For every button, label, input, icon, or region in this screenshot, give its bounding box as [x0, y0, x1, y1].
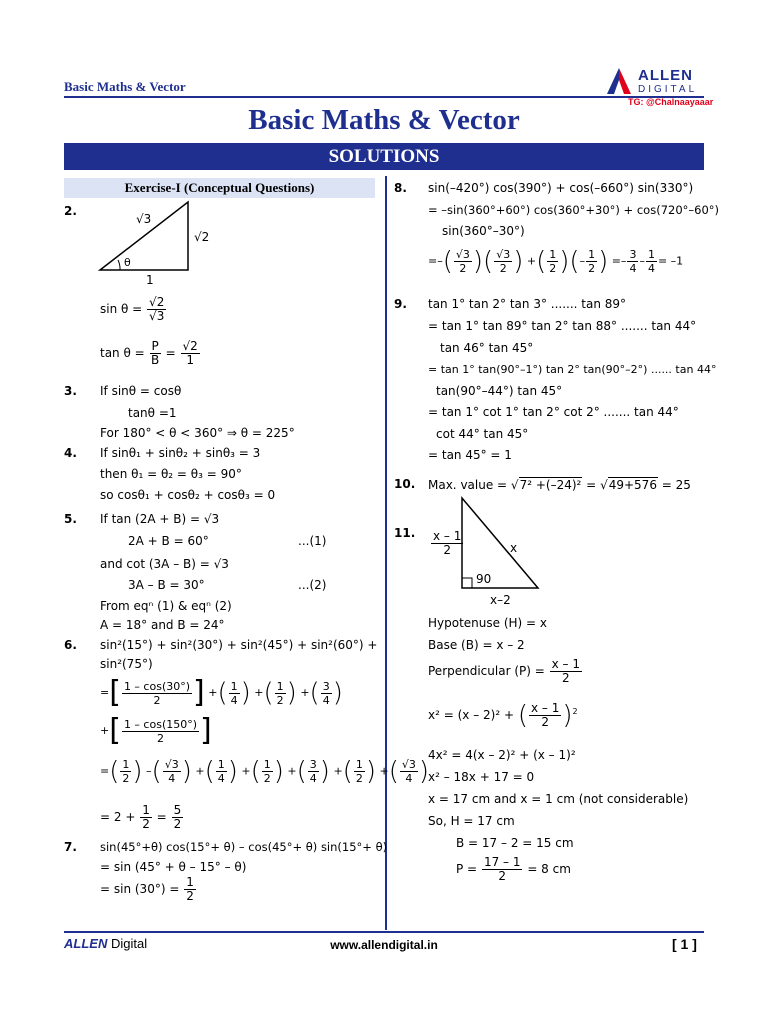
q11-line: Hypotenuse (H) = x — [428, 616, 548, 630]
q2-hyp-label: √3 — [136, 212, 152, 226]
logo-text-bottom: DIGITAL — [638, 84, 698, 95]
logo-text-top: ALLEN — [638, 67, 693, 84]
q9-line: = tan 1° tan(90°–1°) tan 2° tan(90°–2°) ...... tan 44° — [428, 363, 717, 376]
q10-line: Max. value = √7² +(–24)² = √49+576 = 25 — [428, 478, 691, 492]
q8-line: sin(360°–30°) — [442, 224, 525, 238]
q11-line: 4x² = 4(x – 2)² + (x – 1)² — [428, 748, 576, 762]
q9-line: = tan 1° tan 89° tan 2° tan 88° ....... tan 44° — [428, 319, 697, 333]
question-number: 3. — [64, 384, 77, 398]
question-number: 8. — [394, 181, 407, 195]
q7-result: = sin (30°) = $\frac{1}{2}$ — [100, 875, 194, 903]
q2-angle-label: θ — [124, 256, 131, 269]
running-title: Basic Maths & Vector — [64, 79, 186, 94]
question-number: 11. — [394, 526, 416, 540]
q5-line: A = 18° and B = 24° — [100, 618, 225, 632]
q11-angle-label: 90 — [476, 572, 492, 586]
q9-line: tan 1° tan 2° tan 3° ....... tan 89° — [428, 297, 627, 311]
q5-line: 2A + B = 60° — [128, 534, 209, 548]
footer-brand: ALLEN Digital — [64, 936, 148, 951]
q11-base-label: x–2 — [490, 593, 511, 607]
q2-opp-label: √2 — [194, 230, 210, 244]
page-title: Basic Maths & Vector — [248, 104, 520, 136]
q4-line: If sinθ₁ + sinθ₂ + sinθ₃ = 3 — [100, 446, 261, 460]
q9-line: = tan 1° cot 1° tan 2° cot 2° ....... tan 44° — [428, 405, 679, 419]
q11-eq-line: x² = (x – 2)² + ( $\frac{x - 1}{2}$ )$^2$ — [428, 700, 578, 731]
q4-line: so cosθ₁ + cosθ₂ + cosθ₃ = 0 — [100, 488, 276, 502]
q2-tan-line: tan θ = $\frac{P}{B}$ = $\frac{√2}{1}$ — [100, 339, 198, 367]
q8-line: sin(–420°) cos(390°) + cos(–660°) sin(330°) — [428, 181, 694, 195]
question-number: 4. — [64, 446, 77, 460]
q8-expansion: =–( $\frac{√3}{2}$ )( $\frac{√3}{2}$ ) +( $\frac{1}{2}$ )(– $\frac{1}{2}$ ) =– $\frac{3}{4}$ – $\frac{1}{4}$ = –1 — [428, 246, 684, 277]
allen-logo-icon — [604, 66, 634, 96]
q5-line: From eqⁿ (1) & eqⁿ (2) — [100, 599, 232, 613]
q3-line: If sinθ = cosθ — [100, 384, 182, 398]
q11-p-line: P = $\frac{17 - 1}{2}$ = 8 cm — [456, 855, 571, 883]
question-number: 5. — [64, 512, 77, 526]
q11-side-fraction: $\frac{x - 1}{2}$ — [433, 529, 462, 557]
question-number: 2. — [64, 204, 77, 218]
q11-triangle-diagram — [456, 494, 546, 594]
q6-result: = 2 + $\frac{1}{2}$ = $\frac{5}{2}$ — [100, 803, 182, 831]
q11-hyp-label: x — [510, 541, 518, 555]
q5-eq-ref: ...(1) — [298, 534, 327, 548]
section-bar: SOLUTIONS — [64, 143, 704, 170]
telegram-handle: TG: @Chalnaayaaar — [628, 97, 714, 107]
q7-line: = sin (45° + θ – 15° – θ) — [100, 860, 247, 874]
q8-line: = –sin(360°+60°) cos(360°+30°) + cos(720°–60°) — [428, 203, 720, 217]
footer-rule — [64, 931, 704, 933]
question-number: 10. — [394, 477, 416, 491]
q3-line: For 180° < θ < 360° ⇒ θ = 225° — [100, 426, 295, 440]
q11-line: x = 17 cm and x = 1 cm (not considerable) — [428, 792, 689, 806]
q11-perp-line: Perpendicular (P) = $\frac{x - 1}{2}$ — [428, 657, 580, 685]
exercise-heading: Exercise-I (Conceptual Questions) — [64, 178, 375, 198]
q3-line: tanθ =1 — [128, 406, 177, 420]
q2-sin-line: sin θ = $\frac{√2}{√3}$ — [100, 295, 165, 323]
q9-line: tan 46° tan 45° — [440, 341, 534, 355]
footer-url[interactable]: www.allendigital.in — [330, 938, 438, 952]
q6-line: sin²(75°) — [100, 657, 153, 671]
column-divider — [385, 176, 387, 930]
q11-line: x² – 18x + 17 = 0 — [428, 770, 535, 784]
q6-line: sin²(15°) + sin²(30°) + sin²(45°) + sin²(60°) + — [100, 638, 378, 652]
q5-line: and cot (3A – B) = √3 — [100, 557, 229, 571]
q9-line: cot 44° tan 45° — [436, 427, 529, 441]
q9-line: = tan 45° = 1 — [428, 448, 512, 462]
q11-line: Base (B) = x – 2 — [428, 638, 525, 652]
q5-line: 3A – B = 30° — [128, 578, 205, 592]
question-number: 9. — [394, 297, 407, 311]
q11-line: B = 17 – 2 = 15 cm — [456, 836, 574, 850]
q2-adj-label: 1 — [146, 273, 154, 287]
q4-line: then θ₁ = θ₂ = θ₃ = 90° — [100, 467, 242, 481]
q6-expansion-2: +[ $\frac{1 - \cos(150^\circ)}{2}$ ] — [100, 713, 212, 748]
question-number: 6. — [64, 638, 77, 652]
q5-eq-ref: ...(2) — [298, 578, 327, 592]
header-rule — [64, 96, 704, 98]
q11-line: So, H = 17 cm — [428, 814, 515, 828]
q6-expansion-1: =[ $\frac{1 - \cos(30^\circ)}{2}$ ] +( $\frac{1}{4}$ ) +( $\frac{1}{2}$ ) +( $\frac{3}{4}$ ) — [100, 675, 343, 710]
allen-logo — [604, 66, 714, 100]
q9-line: tan(90°–44°) tan 45° — [436, 384, 563, 398]
q6-expansion-3: =( $\frac{1}{2}$ ) –( $\frac{√3}{4}$ ) +( $\frac{1}{4}$ ) +( $\frac{1}{2}$ ) +( $\frac{3}{4}$ ) +( $\frac{1}{2}$ ) +( $\frac{√3}{4}$ ) — [100, 756, 430, 787]
q7-line: sin(45°+θ) cos(15°+ θ) – cos(45°+ θ) sin(15°+ θ) — [100, 840, 388, 854]
question-number: 7. — [64, 840, 77, 854]
q5-line: If tan (2A + B) = √3 — [100, 512, 220, 526]
page-number: [ 1 ] — [672, 936, 697, 952]
